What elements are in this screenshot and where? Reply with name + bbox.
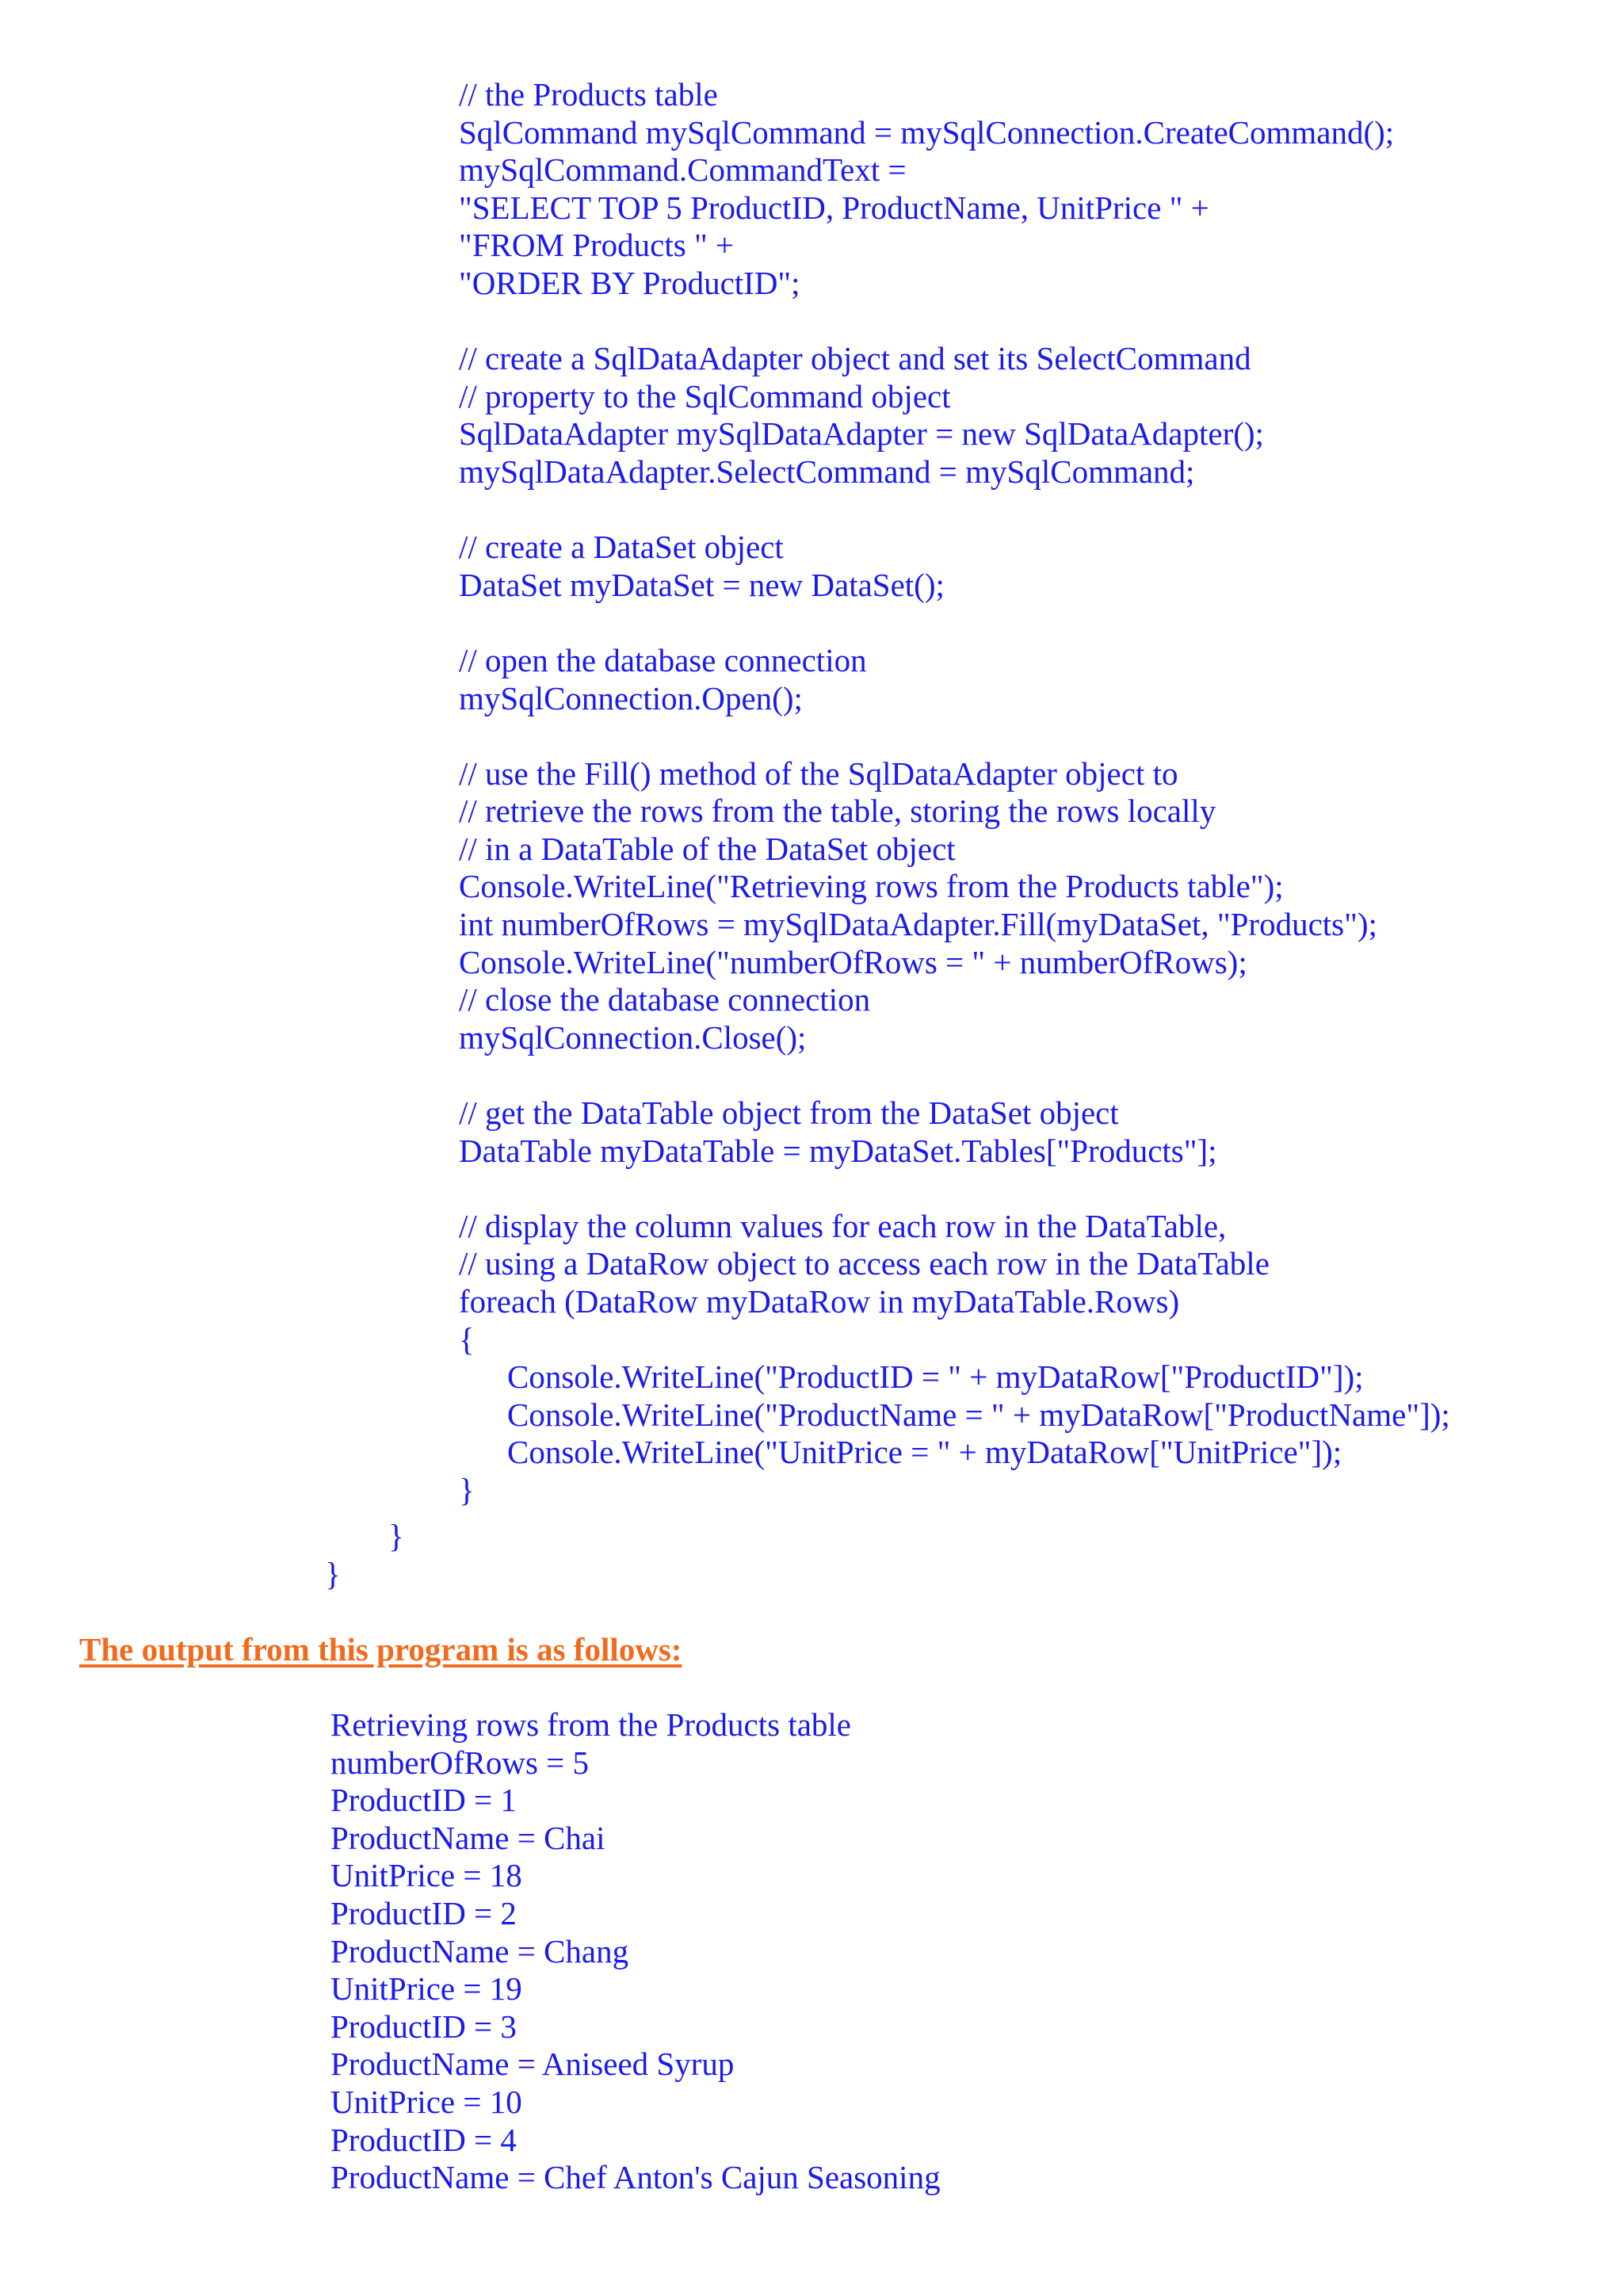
code-comment: // display the column values for each row in the DataTable, [459, 1207, 1227, 1244]
output-line: ProductName = Chef Anton's Cajun Seasoning [330, 2159, 941, 2196]
code-line: foreach (DataRow myDataRow in myDataTable.Rows) [459, 1283, 1180, 1320]
output-heading: The output from this program is as follows: [79, 1631, 682, 1668]
code-comment: // in a DataTable of the DataSet object [459, 830, 956, 867]
code-line: Console.WriteLine("ProductID = " + myDataRow["ProductID"]); [507, 1358, 1364, 1396]
code-line: mySqlConnection.Open(); [459, 679, 803, 716]
blank-line [459, 604, 1584, 642]
code-line: Console.WriteLine("ProductName = " + myDataRow["ProductName"]); [507, 1396, 1450, 1433]
output-line: ProductID = 1 [330, 1782, 517, 1819]
code-line: Console.WriteLine("UnitPrice = " + myDataRow["UnitPrice"]); [507, 1434, 1342, 1471]
code-line: mySqlDataAdapter.SelectCommand = mySqlCommand; [459, 453, 1195, 490]
code-comment: // use the Fill() method of the SqlDataAdapter object to [459, 755, 1178, 792]
class-close-brace: } [325, 1556, 341, 1592]
method-close-brace: } [388, 1518, 404, 1554]
code-comment: // close the database connection [459, 981, 871, 1018]
output-line: UnitPrice = 19 [330, 1970, 522, 2008]
code-line: SqlCommand mySqlCommand = mySqlConnection.CreateCommand(); [459, 113, 1395, 151]
code-line: SqlDataAdapter mySqlDataAdapter = new SqlDataAdapter(); [459, 415, 1264, 453]
output-line: ProductName = Chang [330, 1932, 629, 1969]
code-comment: // retrieve the rows from the table, storing the rows locally [459, 793, 1216, 830]
blank-line [459, 491, 1584, 529]
code-comment: // create a DataSet object [459, 529, 784, 566]
code-line: Console.WriteLine("numberOfRows = " + numberOfRows); [459, 943, 1247, 980]
code-line: "FROM Products " + [459, 227, 735, 264]
output-line: ProductName = Chai [330, 1819, 605, 1856]
code-line: DataTable myDataTable = myDataSet.Tables["Products"]; [459, 1132, 1217, 1169]
code-comment: // the Products table [459, 76, 718, 113]
output-line: ProductID = 3 [330, 2008, 517, 2045]
code-comment: // create a SqlDataAdapter object and set its SelectCommand [459, 340, 1251, 377]
close-brace: } [459, 1471, 475, 1508]
blank-line [459, 717, 1584, 755]
blank-line [459, 1170, 1584, 1208]
code-line: int numberOfRows = mySqlDataAdapter.Fill(myDataSet, "Products"); [459, 906, 1377, 943]
blank-line [459, 303, 1584, 341]
code-listing [459, 76, 1584, 1510]
output-line: UnitPrice = 18 [330, 1857, 522, 1894]
program-output [330, 1706, 1440, 2197]
code-line: "ORDER BY ProductID"; [459, 264, 800, 301]
code-comment: // using a DataRow object to access each row in the DataTable [459, 1245, 1270, 1282]
output-line: ProductID = 4 [330, 2121, 517, 2158]
code-line: mySqlConnection.Close(); [459, 1018, 807, 1056]
output-line: ProductName = Aniseed Syrup [330, 2046, 735, 2083]
code-line: DataSet myDataSet = new DataSet(); [459, 566, 945, 603]
code-line: "SELECT TOP 5 ProductID, ProductName, UnitPrice " + [459, 189, 1209, 226]
code-comment: // property to the SqlCommand object [459, 377, 951, 415]
code-line: mySqlCommand.CommandText = [459, 151, 907, 189]
blank-line [459, 1056, 1584, 1095]
output-line: numberOfRows = 5 [330, 1744, 590, 1781]
code-comment: // open the database connection [459, 641, 867, 678]
output-line: ProductID = 2 [330, 1894, 517, 1931]
output-line: Retrieving rows from the Products table [330, 1706, 852, 1743]
code-comment: // get the DataTable object from the DataSet object [459, 1095, 1119, 1132]
output-line: UnitPrice = 10 [330, 2083, 522, 2120]
code-line: Console.WriteLine("Retrieving rows from the Products table"); [459, 868, 1284, 905]
open-brace: { [459, 1320, 475, 1358]
